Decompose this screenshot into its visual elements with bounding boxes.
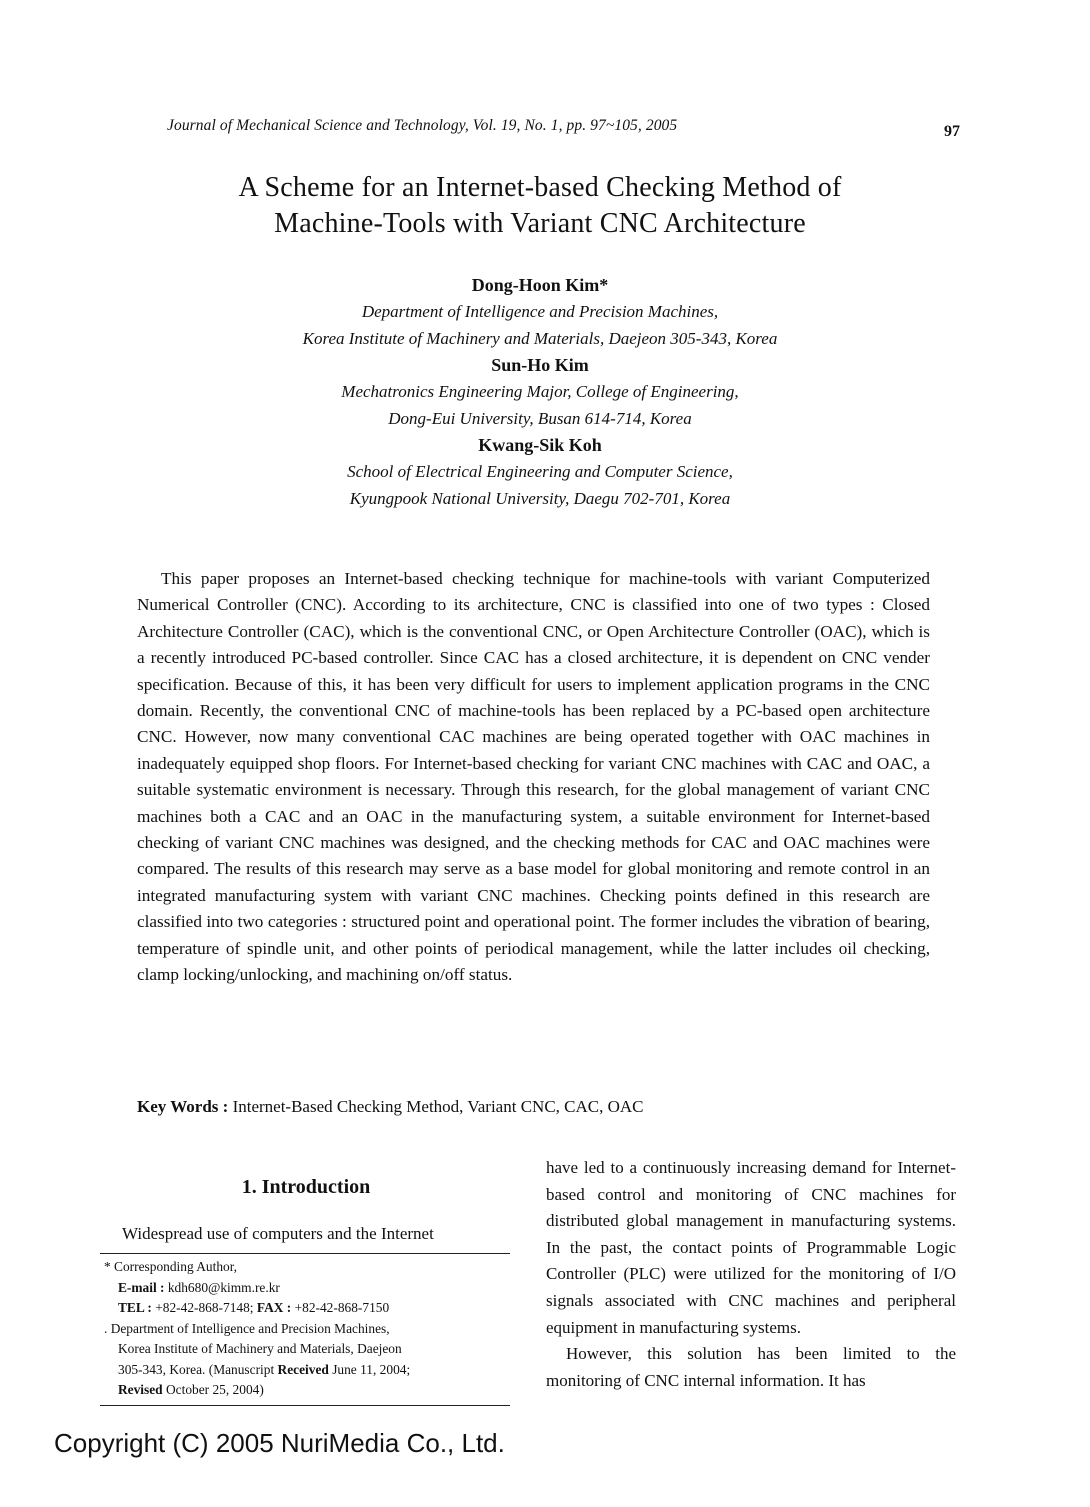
received-label: Received xyxy=(277,1361,329,1377)
fax-label: FAX : xyxy=(256,1300,292,1315)
revised-date: October 25, 2004) xyxy=(162,1382,264,1397)
journal-header: Journal of Mechanical Science and Technology, Vol. 19, No. 1, pp. 97~105, 2005 xyxy=(167,117,678,134)
page-number: 97 xyxy=(944,123,960,140)
tel-value: +82-42-868-7148; xyxy=(151,1300,254,1315)
copyright-notice: Copyright (C) 2005 NuriMedia Co., Ltd. xyxy=(54,1428,505,1458)
author-affiliation: Korea Institute of Machinery and Materials, Daejeon 305-343, Korea xyxy=(302,329,778,348)
fax-value: +82-42-868-7150 xyxy=(291,1300,390,1315)
intro-paragraph-2: However, this solution has been limited to the monitoring of CNC internal information. It has xyxy=(546,1344,956,1390)
author-name: Kwang-Sik Koh xyxy=(478,435,602,455)
footnote-rule xyxy=(100,1405,510,1406)
revised-label: Revised xyxy=(118,1382,163,1397)
author-affiliation: School of Electrical Engineering and Computer Science, xyxy=(347,462,733,481)
tel-label: TEL : xyxy=(118,1300,152,1315)
keywords xyxy=(137,1097,930,1117)
keywords-text: Internet-Based Checking Method, Variant CNC, CAC, OAC xyxy=(228,1097,644,1116)
left-column xyxy=(100,1170,512,1406)
section-heading: 1. Introduction xyxy=(241,1176,371,1198)
author-affiliation: Kyungpook National University, Daegu 702-701, Korea xyxy=(349,489,731,508)
email-label: E-mail : xyxy=(118,1279,165,1295)
footnote-corresponding: * Corresponding Author, xyxy=(104,1259,237,1274)
author-affiliation: Dong-Eui University, Busan 614-714, Korea xyxy=(388,409,692,428)
footnote-email xyxy=(100,1278,510,1299)
received-date: June 11, 2004; xyxy=(328,1361,411,1377)
footnote xyxy=(100,1253,510,1401)
abstract-text: This paper proposes an Internet-based checking technique for machine-tools with variant Computerized Numerical Controller (CNC). According to its architecture, CNC is classified into one of two types : Closed Architecture Controller (CAC), which is the conventional CNC, or Open Architecture Controller (OAC), which is a recently introduced PC-based controller. Since CAC has a closed architecture, it is dependent on CNC vender specification. Because of this, it has been very difficult for users to implement application programs in the CNC domain. Recently, the conventional CNC of machine-tools has been replaced by a PC-based open architecture CNC. However, now many conventional CAC machines are being operated together with OAC machines in inadequately equipped shop floors. For Internet-based checking for variant CNC machines with CAC and OAC, a suitable systematic environment is necessary. Through this research, for the global management of variant CNC machines both a CAC and an OAC in the manufacturing system, a suitable environment for Internet-based checking of variant CNC machines was designed, and the checking methods for CAC and OAC machines were compared. The results of this research may serve as a base model for global monitoring and remote control in an integrated manufacturing system with variant CNC machines. Checking points defined in this research are classified into two categories : structured point and operational point. The former includes the vibration of bearing, temperature of spindle unit, and other points of periodical management, while the latter includes oil checking, clamp locking/unlocking, and machining on/off status. xyxy=(137,569,930,985)
author-block xyxy=(200,272,880,512)
footnote-dept: Korea Institute of Machinery and Materials, Daejeon xyxy=(118,1341,402,1356)
footnote-revised xyxy=(100,1380,510,1401)
footnote-dept: . Department of Intelligence and Precision Machines, xyxy=(104,1320,390,1336)
author-name: Sun-Ho Kim xyxy=(491,355,589,375)
paper-title xyxy=(150,170,930,242)
author-name: Dong-Hoon Kim* xyxy=(471,275,609,295)
title-line-1: A Scheme for an Internet-based Checking Method of xyxy=(238,172,842,203)
intro-paragraph-start: Widespread use of computers and the Internet xyxy=(122,1224,434,1243)
abstract xyxy=(137,566,930,989)
author-affiliation: Department of Intelligence and Precision Machines, xyxy=(361,302,719,321)
footnote-address: 305-343, Korea. (Manuscript xyxy=(118,1361,278,1377)
email-value: kdh680@kimm.re.kr xyxy=(164,1279,280,1295)
footnote-dates xyxy=(100,1360,510,1381)
title-line-2: Machine-Tools with Variant CNC Architecture xyxy=(274,208,806,239)
footnote-phone xyxy=(100,1298,510,1319)
keywords-label: Key Words : xyxy=(137,1097,229,1116)
right-column xyxy=(546,1155,956,1394)
intro-paragraph-cont: have led to a continuously increasing demand for Internet-based control and monitoring of CNC machines for distributed global management in manufacturing systems. In the past, the contact points of Programmable Logic Controller (PLC) were utilized for the monitoring of I/O signals associated with CNC machines and peripheral equipment in manufacturing systems. xyxy=(546,1158,956,1337)
author-affiliation: Mechatronics Engineering Major, College of Engineering, xyxy=(341,382,739,401)
